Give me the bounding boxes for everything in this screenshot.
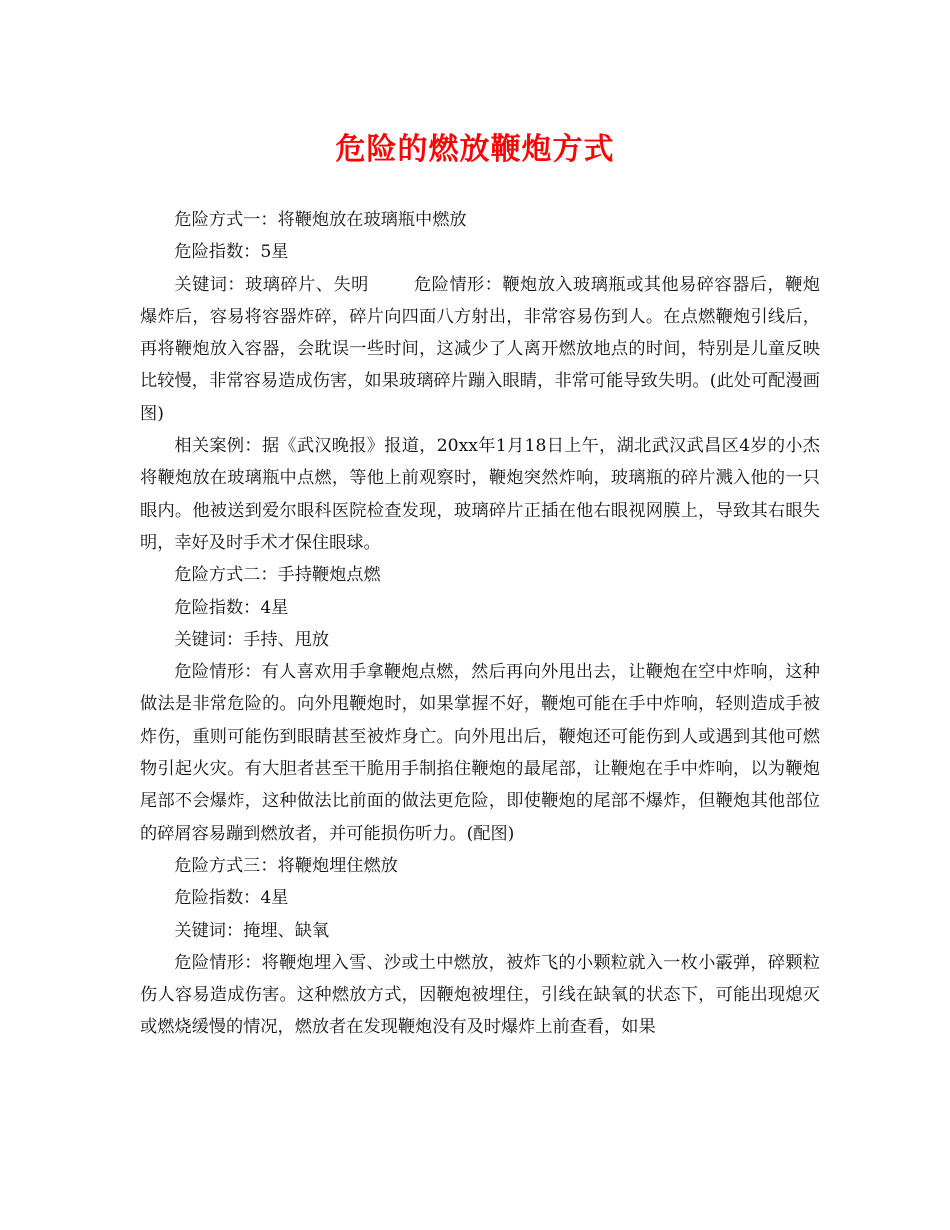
method-1-situation: 危险情形：鞭炮放入玻璃瓶或其他易碎容器后，鞭炮爆炸后，容易将容器炸碎，碎片向四面八方射出，非常容易伤到人。在点燃鞭炮引线后，再将鞭炮放入容器，会耽误一些时间，这减少了人离开燃放地点的时间，特别是儿童反映比较慢，非常容易造成伤害，如果玻璃碎片蹦入眼睛，非常可能导致失明。(此处可配漫画图) xyxy=(140,274,820,424)
method-3-rating: 危险指数：4星 xyxy=(174,888,289,909)
document-title: 危险的燃放鞭炮方式 xyxy=(335,132,615,167)
document-body xyxy=(140,204,820,1044)
method-3-heading: 危险方式三：将鞭炮埋住燃放 xyxy=(174,855,398,876)
method-1-keywords-and-situation xyxy=(140,269,820,430)
method-2-situation: 危险情形：有人喜欢用手拿鞭炮点燃，然后再向外甩出去，让鞭炮在空中炸响，这种做法是非常危险的。向外甩鞭炮时，如果掌握不好，鞭炮可能在手中炸响，轻则造成手被炸伤，重则可能伤到眼睛甚至被炸身亡。向外甩出后，鞭炮还可能伤到人或遇到其他可燃物引起火灾。有大胆者甚至干脆用手制掐住鞭炮的最尾部，让鞭炮在手中炸响，以为鞭炮尾部不会爆炸，这种做法比前面的做法更危险，即使鞭炮的尾部不爆炸，但鞭炮其他部位的碎屑容易蹦到燃放者，并可能损伤听力。(配图) xyxy=(140,662,820,844)
method-1-keywords: 关键词：玻璃碎片、失明 xyxy=(174,274,369,295)
method-2-heading: 危险方式二：手持鞭炮点燃 xyxy=(174,565,381,586)
method-1-rating: 危险指数：5星 xyxy=(174,242,289,263)
method-2-rating: 危险指数：4星 xyxy=(174,597,289,618)
method-1-case: 相关案例：据《武汉晚报》报道，20xx年1月18日上午，湖北武汉武昌区4岁的小杰将鞭炮放在玻璃瓶中点燃，等他上前观察时，鞭炮突然炸响，玻璃瓶的碎片溅入他的一只眼内。他被送到爱尔眼科医院检查发现，玻璃碎片正插在他右眼视网膜上，导致其右眼失明，幸好及时手术才保住眼球。 xyxy=(140,436,820,553)
method-1-heading: 危险方式一：将鞭炮放在玻璃瓶中燃放 xyxy=(174,210,467,230)
method-3-keywords: 关键词：掩埋、缺氧 xyxy=(174,920,330,941)
method-3-situation: 危险情形：将鞭炮埋入雪、沙或土中燃放，被炸飞的小颗粒就入一枚小霰弹，碎颗粒伤人容易造成伤害。这种燃放方式，因鞭炮被埋住，引线在缺氧的状态下，可能出现熄灭或燃烧缓慢的情况，燃放者在发现鞭炮没有及时爆炸上前查看，如果 xyxy=(140,952,820,1038)
method-2-keywords: 关键词：手持、甩放 xyxy=(174,629,330,650)
